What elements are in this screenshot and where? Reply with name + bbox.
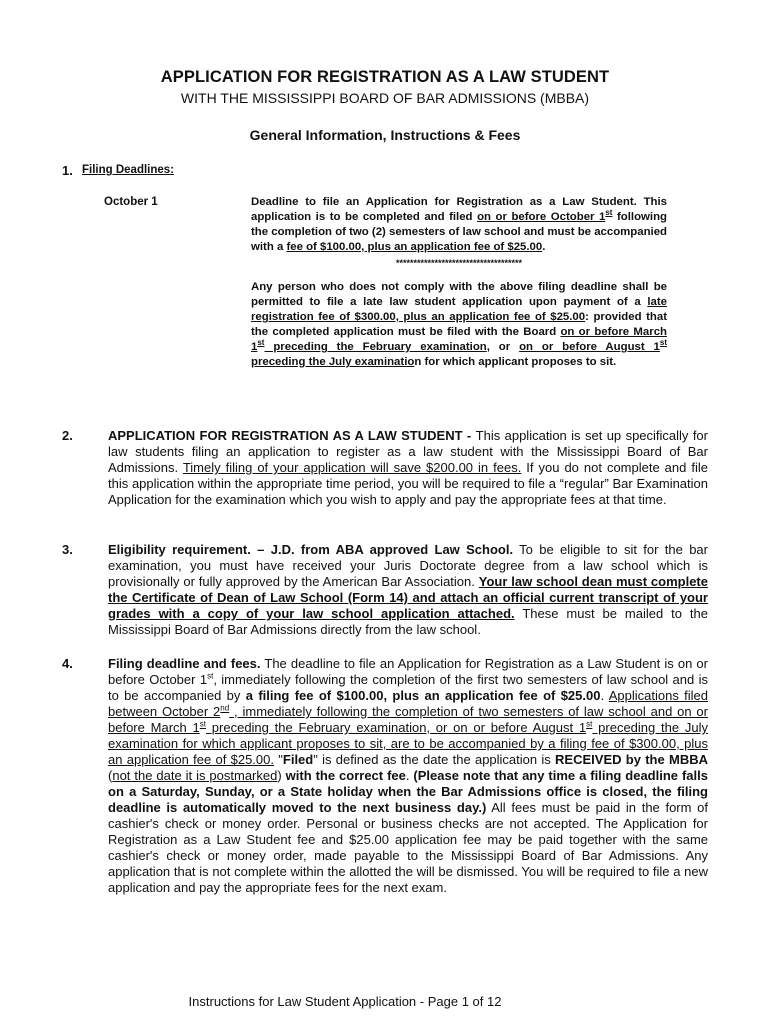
document-title: APPLICATION FOR REGISTRATION AS A LAW STUDENT — [160, 68, 610, 86]
item-1-number: 1. — [62, 163, 73, 178]
deadline-description — [251, 195, 667, 370]
deadline-paragraph-2: Any person who does not comply with the above filing deadline shall be permitted to file a late law student application upon payment of a late registration fee of $300.00, plus an application fee of $25.00: provided that the completed application must be filed with the Board on or before March 1st preceding the February examination, or on or before August 1st preceding the July examination for which applicant proposes to sit. — [251, 281, 668, 368]
item-4-paragraph: Filing deadline and fees. The deadline to file an Application for Registration as a Law Student is on or before October 1st, immediately following the completion of the first two semesters of law school and is to be accompanied by a filing fee of $100.00, plus an application fee of $25.00. Applications filed between October 2nd , immediately following the completion of two semesters of law school and on or before March 1st preceding the February examination, or on or before August 1st preceding the July examination for which applicant proposes to sit, are to be accompanied by a filing fee of $300.00, plus an application fee of $25.00. "Filed" is defined as the date the application is RECEIVED by the MBBA (not the date it is postmarked) with the correct fee. (Please note that any time a filing deadline falls on a Saturday, Sunday, or a State holiday when the Bar Admissions office is closed, the filing deadline is automatically moved to the next business day.) All fees must be paid in the form of cashier's check or money order. Personal or business checks are not accepted. The Application for Registration as a Law Student fee and $25.00 application fee may be paid together with the same cashier's check or money order, made payable to the Mississippi Board of Bar Admissions. Any application that is not complete within the allotted the will be dismissed. You will be required to file a new application and pay the appropriate fees for the next exam. — [108, 656, 709, 895]
item-2-paragraph: APPLICATION FOR REGISTRATION AS A LAW STUDENT - This application is set up specifically for law students filing an application to register as a law student with the Mississippi Board of Bar Admissions. Timely filing of your application will save $200.00 in fees. If you do not complete and file this application within the appropriate time period, you will be required to file a “regular” Bar Examination Application for the examination which you wish to apply and pay the appropriate fees at that time. — [108, 428, 708, 507]
item-3-paragraph: Eligibility requirement. – J.D. from ABA approved Law School. To be eligible to sit for the bar examination, you must have received your Juris Doctorate degree from a law school which is provisionally or fully approved by the American Bar Association. Your law school dean must complete the Certificate of Dean of Law School (Form 14) and attach an official current transcript of your grades with a copy of your law school application attached. These must be mailed to the Mississippi Board of Bar Admissions directly from the law school. — [108, 542, 708, 637]
document-subtitle: WITH THE MISSISSIPPI BOARD OF BAR ADMISSIONS (MBBA) — [180, 90, 590, 106]
item-4-number: 4. — [62, 656, 73, 671]
deadline-paragraph-1: Deadline to file an Application for Registration as a Law Student. This application is to be completed and filed on or before October 1st following the completion of two (2) semesters of law school and must be accompanied with a fee of $100.00, plus an application fee of $25.00. — [251, 196, 667, 253]
deadline-date-label: October 1 — [104, 196, 158, 208]
page-footer: Instructions for Law Student Application - Page 1 of 12 — [188, 994, 502, 1009]
item-1-heading: Filing Deadlines: — [82, 164, 175, 176]
item-3-number: 3. — [62, 542, 73, 557]
item-2-number: 2. — [62, 428, 73, 443]
section-title: General Information, Instructions & Fees — [249, 127, 521, 143]
separator-stars: ************************************ — [395, 258, 523, 268]
